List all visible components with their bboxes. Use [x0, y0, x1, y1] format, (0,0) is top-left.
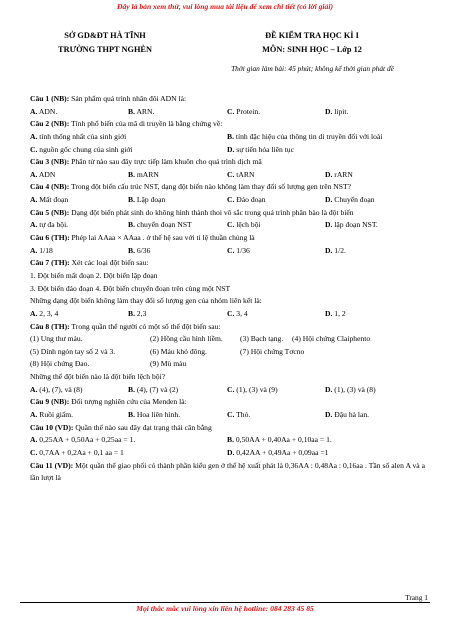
question-8-prompt: Những thể đột biến nào là đột biến lệch bội? [30, 372, 166, 382]
option-d: D. 0,42AA + 0,49Aa + 0,09aa =1 [227, 447, 329, 457]
option-d: D. lipit. [325, 106, 349, 116]
department-name: SỞ GD&ĐT HÀ TĨNH [64, 31, 146, 40]
option-c: C. nguồn gốc chung của sinh giới [30, 144, 133, 154]
option-d: D. 1, 2 [325, 308, 346, 318]
option-c: C. Protein. [227, 106, 261, 116]
option-c: C. 3, 4 [227, 308, 248, 318]
option-c: C. 0,7AA + 0,2Aa + 0,1 aa = 1 [30, 447, 124, 457]
question-4: Câu 4 (NB): Trong đột biến cấu trúc NST, dạng đột biến nào không làm thay đổi số lượng gen trên NST? [30, 182, 351, 192]
mutation-item: (3) Bạch tạng. [240, 334, 284, 344]
mutation-item: (7) Hội chứng Tơcno [240, 346, 305, 356]
footer-divider [20, 602, 430, 603]
option-d: D. sự tiến hóa liên tục [227, 144, 294, 154]
question-8-items-row3 [30, 358, 425, 371]
mutation-item: (4) Hội chứng Claiphento [292, 334, 371, 344]
option-a: A. Mất đoạn [30, 195, 69, 205]
option-d: D. (1), (3) và (8) [325, 384, 376, 394]
hotline-banner: Mọi thắc mắc vui lòng xin liên hệ hotline: 084 283 45 85 [136, 604, 314, 613]
question-8: Câu 8 (TH): Trong quần thể người có một số thể đột biến sau: [30, 321, 221, 331]
option-d: D. Chuyển đoạn [325, 195, 375, 205]
time-note: Thời gian làm bài: 45 phút; không kể thời gian phát đề [231, 64, 394, 73]
question-1 [30, 93, 425, 106]
option-b: B. chuyển đoạn NST [128, 220, 192, 230]
option-a: A. (4), (7), và (8) [30, 384, 83, 394]
option-b: B. ARN. [128, 106, 155, 116]
mutation-item: (5) Dính ngón tay số 2 và 3. [30, 346, 116, 356]
question-7-item-line: 1. Đột biến mất đoạn 2. Đột biến lặp đoạn [30, 270, 158, 280]
school-name: TRƯỜNG THPT NGHÈN [58, 45, 152, 54]
question-6: Câu 6 (TH): Phép lai AAaa × AAaa . ở thế hệ sau với tỉ lệ thuần chủng là [30, 233, 255, 243]
mutation-item: (9) Mù màu [150, 359, 187, 369]
option-c: C. (1), (3) và (9) [227, 384, 278, 394]
option-c: C. Đảo đoạn [227, 195, 266, 205]
question-2: Câu 2 (NB): Tính phổ biến của mã di truyền là bằng chứng về: [30, 119, 223, 129]
option-b: B. tính đặc hiệu của thông tin di truyền đối với loài [227, 131, 383, 141]
question-3: Câu 3 (NB): Phân tử nào sau đây trực tiếp làm khuôn cho quá trình dịch mã [30, 157, 262, 167]
option-b: B. (4), (7) và (2) [128, 384, 179, 394]
option-a: A. ADN [30, 169, 56, 179]
question-4-options [30, 194, 425, 207]
question-3-options [30, 169, 425, 182]
question-8-items-row1 [30, 333, 425, 346]
question-2-options-row1 [30, 131, 425, 144]
option-c: C. tARN [227, 169, 255, 179]
option-c: C. Thỏ. [227, 410, 251, 420]
option-c: C. 1/36 [227, 245, 250, 255]
option-a: A. tự đa bội. [30, 220, 69, 230]
option-d: D. lặp đoạn NST. [325, 220, 378, 230]
option-d: D. rARN [325, 169, 353, 179]
question-7-item-line: 3. Đột biến đảo đoạn 4. Đột biến chuyển đoạn trên cùng một NST [30, 283, 231, 293]
question-text: Sản phẩm quá trình nhân đôi ADN là: [69, 94, 187, 103]
option-d: D. 1/2. [325, 245, 346, 255]
question-5-options [30, 219, 425, 232]
option-a: A. Ruồi giấm. [30, 410, 74, 420]
option-a: A. tính thống nhất của sinh giới [30, 131, 127, 141]
question-7: Câu 7 (TH): Xét các loại đột biến sau: [30, 258, 149, 268]
mutation-item: (2) Hồng cầu hình liềm. [150, 334, 223, 344]
option-b: B. Hoa liên hình. [128, 410, 181, 420]
question-5: Câu 5 (NB): Dạng đột biến phát sinh do không hình thành thoi vô sắc trong quá trình phân bào là đột biến [30, 207, 354, 217]
subject-title: MÔN: SINH HỌC – Lớp 12 [262, 45, 362, 54]
preview-notice-banner: Đây là bản xem thử, vui lòng mua tài liệu để xem chi tiết (có lời giải) [117, 2, 333, 11]
option-b: B. mARN [128, 169, 159, 179]
question-11: Câu 11 (VD): Một quần thể giao phối có thành phần kiểu gen ở thế hệ xuất phát là 0,36AA : 0,48Aa : 0,16aa . Tần số alen A và a lần lượt là [30, 460, 426, 483]
question-label: Câu 1 (NB): [30, 94, 70, 103]
option-b: B. Lặp đoạn [128, 195, 166, 205]
question-7-options [30, 308, 425, 321]
option-b: B. 6/36 [128, 245, 151, 255]
mutation-item: (8) Hội chứng Đao. [30, 359, 90, 369]
option-a: A. 0,25AA + 0,50Aa + 0,25aa = 1. [30, 435, 136, 445]
option-d: D. Đậu hà lan. [325, 410, 370, 420]
option-a: A. ADN. [30, 106, 58, 116]
question-9: Câu 9 (NB): Đối tượng nghiên cứu của Menden là: [30, 397, 187, 407]
exam-content [30, 93, 425, 485]
question-8-options [30, 384, 425, 397]
question-10-options-row1 [30, 434, 425, 447]
question-10-options-row2 [30, 447, 425, 460]
option-c: C. lệch bội [227, 220, 261, 230]
question-7-prompt: Những dạng đột biến không làm thay đổi số lượng gen của nhóm liên kết là: [30, 296, 262, 306]
school-header [40, 29, 170, 57]
question-6-options [30, 245, 425, 258]
question-10: Câu 10 (VD): Quần thể nào sau đây đạt trạng thái cân bằng [30, 422, 212, 432]
option-b: B. 2,3 [128, 308, 147, 318]
option-a: A. 1/18 [30, 245, 53, 255]
page-number: Trang 1 [405, 593, 428, 602]
question-9-options [30, 409, 425, 422]
question-8-items-row2 [30, 346, 425, 359]
option-b: B. 0,50AA + 0,40Aa + 0,10aa = 1. [227, 435, 332, 445]
exam-header [214, 29, 410, 57]
question-1-options [30, 106, 425, 119]
exam-title: ĐỀ KIỂM TRA HỌC KÌ I [265, 31, 359, 40]
question-2-options-row2 [30, 144, 425, 157]
mutation-item: (1) Ung thư máu. [30, 334, 83, 344]
option-a: A. 2, 3, 4 [30, 308, 59, 318]
mutation-item: (6) Máu khó đông. [150, 346, 207, 356]
